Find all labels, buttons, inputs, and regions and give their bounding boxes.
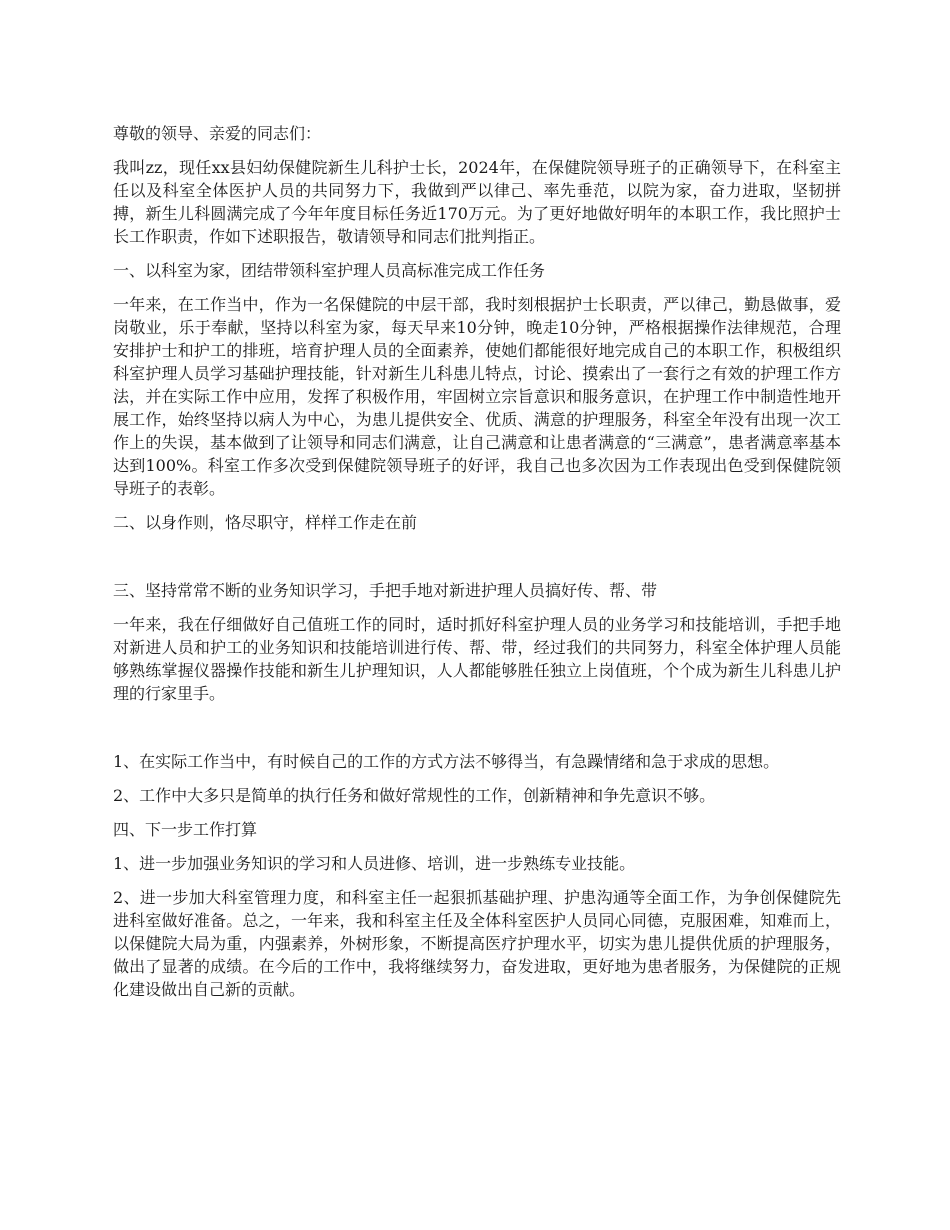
document-page	[113, 122, 841, 1012]
blank-space	[113, 716, 841, 750]
section-1-body: 一年来，在工作当中，作为一名保健院的中层干部，我时刻根据护士长职责，严以律己，勤恳做事，爱岗敬业，乐于奉献，坚持以科室为家，每天早来10分钟，晚走10分钟，严格根据操作法律规范，合理安排护士和护工的排班，培育护理人员的全面素养，使她们都能很好地完成自己的本职工作，积极组织科室护理人员学习基础护理技能，针对新生儿科患儿特点，讨论、摸索出了一套行之有效的护理工作方法，并在实际工作中应用，发挥了积极作用，牢固树立宗旨意识和服务意识，在护理工作中制造性地开展工作，始终坚持以病人为中心，为患儿提供安全、优质、满意的护理服务，科室全年没有出现一次工作上的失误，基本做到了让领导和同志们满意，让自己满意和让患者满意的“三满意”，患者满意率基本达到100%。科室工作多次受到保健院领导班子的好评，我自己也多次因为工作表现出色受到保健院领导班子的表彰。	[113, 295, 841, 498]
shortcoming-item-1: 1、在实际工作当中，有时候自己的工作的方式方法不够得当，有急躁情绪和急于求成的思想。	[113, 752, 780, 771]
shortcoming-item-2: 2、工作中大多只是简单的执行任务和做好常规性的工作，创新精神和争先意识不够。	[113, 786, 716, 805]
blank-space	[113, 545, 841, 579]
plan-item-1: 1、进一步加强业务知识的学习和人员进修、培训，进一步熟练专业技能。	[113, 854, 636, 873]
section-3-heading: 三、坚持常常不断的业务知识学习，手把手地对新进护理人员搞好传、帮、带	[113, 581, 658, 600]
greeting: 尊敬的领导、亲爱的同志们：	[113, 124, 322, 143]
section-4-heading: 四、下一步工作打算	[113, 820, 258, 839]
section-3-body: 一年来，我在仔细做好自己值班工作的同时，适时抓好科室护理人员的业务学习和技能培训，手把手地对新进人员和护工的业务知识和技能培训进行传、帮、带，经过我们的共同努力，科室全体护理人员能够熟练掌握仪器操作技能和新生儿护理知识，人人都能够胜任独立上岗值班，个个成为新生儿科患儿护理的行家里手。	[113, 615, 841, 703]
plan-item-2: 2、进一步加大科室管理力度，和科室主任一起狠抓基础护理、护患沟通等全面工作，为争创保健院先进科室做好准备。总之，一年来，我和科室主任及全体科室医护人员同心同德，克服困难，知难而上，以保健院大局为重，内强素养，外树形象，不断提高医疗护理水平，切实为患儿提供优质的护理服务，做出了显著的成绩。在今后的工作中，我将继续努力，奋发进取，更好地为患者服务，为保健院的正规化建设做出自己新的贡献。	[113, 888, 841, 999]
section-1-heading: 一、以科室为家，团结带领科室护理人员高标准完成工作任务	[113, 261, 546, 280]
section-2-heading: 二、以身作则，恪尽职守，样样工作走在前	[113, 513, 418, 532]
intro-paragraph: 我叫zz，现任xx县妇幼保健院新生儿科护士长，2024年，在保健院领导班子的正确领导下，在科室主任以及科室全体医护人员的共同努力下，我做到严以律己、率先垂范，以院为家，奋力进取，坚韧拼搏，新生儿科圆满完成了今年年度目标任务近170万元。为了更好地做好明年的本职工作，我比照护士长工作职责，作如下述职报告，敬请领导和同志们批判指正。	[113, 158, 841, 246]
